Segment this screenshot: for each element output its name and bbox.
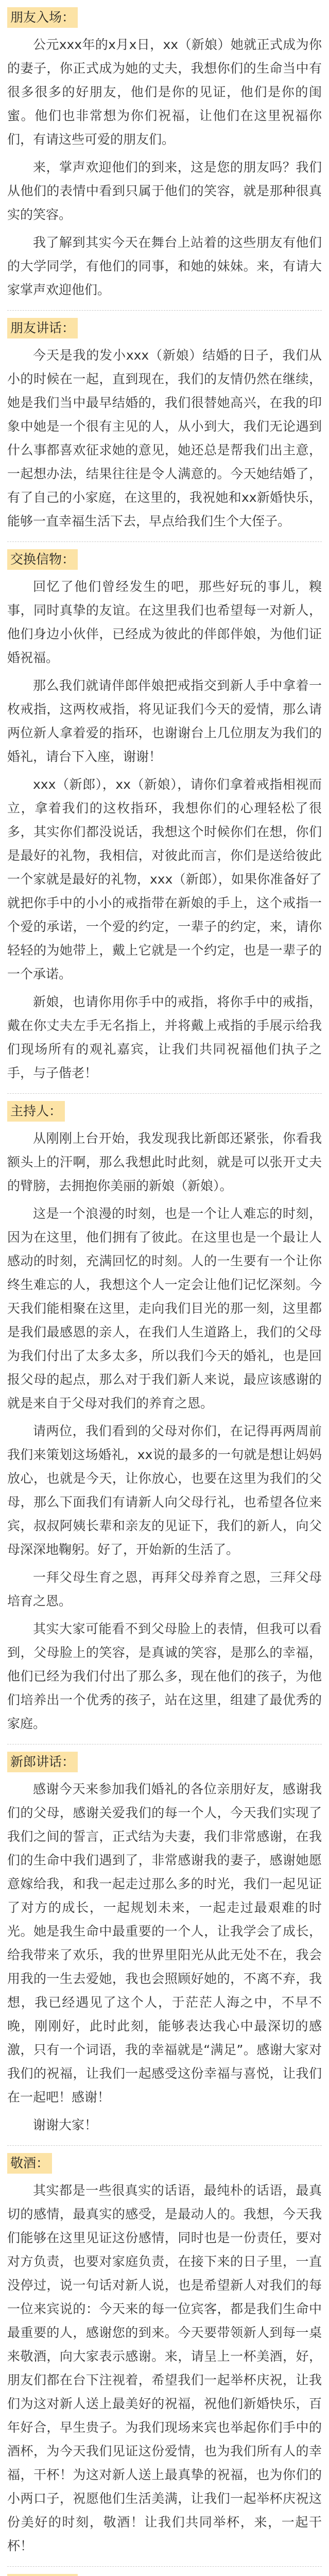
paragraph: 其实都是一些很真实的话语，最纯朴的话语，最真切的感情，最真实的感受，是最动人的。我想，今天我们能够在这里见证这份感情，同时也是一份责任，要对对方负责，也要对家庭负责，在接下来的日子里，一直没停过，说一句话对新人说，也是希望新人对我们的每一位来宾说的：今天来的每一位宾客，都是我们生命中最重要的人，感谢您的到来。今天要带领新人到每一桌来敬酒，向大家表示感谢。来，请呈上一杯美酒，好，朋友们都在台下注视着，希望我们一起举杯庆祝，让我们为这对新人送上最美好的祝福，祝他们新婚快乐，百年好合，早生贵子。为我们现场来宾也举起你们手中的酒杯，为今天我们见证这份爱情，也为我们所有人的幸福，干杯！为这对新人送上最真挚的祝福，也为你们的小两口子，祝愿他们生活美满，让我们一起举杯庆祝这份美好的时刻，敬酒！让我们共同举杯，来，一起干杯！	[7, 2183, 322, 2553]
paragraph: 从刚刚上台开始，我发现我比新郎还紧张，你看我额头上的汗啊，那么我想此时此刻，就是可以张开丈夫的臂膀，去拥抱你美丽的新娘（新娘）。	[7, 1131, 322, 1193]
paragraph: 回忆了他们曾经发生的吧，那些好玩的事儿，糗事，同时真挚的友谊。在这里我们也希望每一对新人，他们身边小伙伴，已经成为彼此的伴郎伴娘，为他们证婚祝福。	[7, 579, 322, 665]
section-heading: 交换信物：	[7, 549, 78, 570]
paragraph: 一拜父母生育之恩，再拜父母养育之恩，三拜父母培育之恩。	[7, 1570, 322, 1608]
paragraph: 其实大家可能看不到父母脸上的表情，但我可以看到，父母脸上的笑容，是真诚的笑容，是那么的幸福，他们已经为我们付出了那么多，现在他们的孩子，为他们培养出一个优秀的孩子，站在这里，组建了最优秀的家庭。	[7, 1621, 322, 1731]
paragraph: 请两位，我们看到的父母对你们，在记得再两周前我们来策划这场婚礼，xx说的最多的一句就是想让妈妈放心，也就是今天，让你放心，也要在这里为我们的父母，那么下面我们有请新人向父母行礼，也希望各位来宾，叔叔阿姨长辈和亲友的见证下，我们的新人，向父母深深地鞠躬。好了，开始新的生活了。	[7, 1423, 322, 1557]
paragraph: 那么我们就请伴郎伴娘把戒指交到新人手中拿着一枚戒指，这两枚戒指，将见证我们今天的爱情，那么请两位新人拿着爱的指环，也谢谢台上几位朋友为我们的婚礼，请台下入座，谢谢！	[7, 678, 322, 764]
section-heading: 朋友入场：	[7, 7, 78, 28]
section-friends-entrance	[7, 0, 322, 302]
paragraph: xxx（新郎），xx（新娘），请你们拿着戒指相视而立，拿着我们的这枚指环，我想你们的心理轻松了很多，其实你们都没说话，我想这个时候你们在想，你们是最好的礼物，我相信，对彼此而言，你们是送给彼此一个家就是最好的礼物，xxx（新郎），如果你准备好了就把你手中的小小的戒指带在新娘的手上，这个戒指一个爱的承诺，一个爱的约定，一辈子的约定，来，请你轻轻的为她带上，戴上它就是一个约定，也是一辈子的一个承诺。	[7, 777, 322, 981]
paragraph: 我了解到其实今天在舞台上站着的这些朋友有他们的大学同学，有他们的同事，和她的妹妹。来，有请大家掌声欢迎他们。	[7, 235, 322, 297]
section-heading: 敬酒：	[7, 2153, 52, 2174]
section-toast	[7, 2146, 322, 2558]
paragraph: 谢谢大家！	[33, 2117, 98, 2132]
section-host	[7, 1094, 322, 1736]
paragraph: 感谢今天来参加我们婚礼的各位亲朋好友，感谢我们的父母，感谢关爱我们的每一个人，今天我们实现了我们之间的誓言，正式结为夫妻，我们非常感谢，在我们的生命中我们遇到了，非常感谢我的妻子，感谢她愿意嫁给我，和我一起走过那么多的时光，我们一起见证了对方的成长，一起规划未来，一起走过最艰难的时光。她是我生命中最重要的一个人，让我学会了成长，给我带来了欢乐，我的世界里阳光从此无处不在，我会用我的一生去爱她，我也会照顾好她的，不离不弃，我想，我已经遇见了这个人，于茫茫人海之中，不早不晚，刚刚好，此时此刻，能够表达我心中最深切的感激，只有一个词语，我的幸福就是“满足”。感谢大家对我们的祝福，让我们一起感受这份幸福与喜悦，让我们在一起吧！感谢！	[7, 1782, 322, 2105]
section-couple-exit	[7, 2567, 322, 2576]
paragraph: 新娘，也请你用你手中的戒指，将你手中的戒指，戴在你丈夫左手无名指上，并将戴上戒指的手展示给我们现场所有的观礼嘉宾，让我们共同祝福他们执子之手，与子偕老！	[7, 994, 322, 1080]
paragraph: 公元xxx年的x月x日，xx（新娘）她就正式成为你的妻子，你正式成为她的丈夫，我想你们的生命当中有很多很多的好朋友，他们是你的见证，他们是你的闺蜜。他们也非常想为你们祝福，让他们在这里祝福你们，有请这些可爱的朋友们。	[7, 37, 322, 147]
section-groom-speech	[7, 1744, 322, 2137]
paragraph: 今天是我的发小xxx（新娘）结婚的日子，我们从小的时候在一起，直到现在，我们的友情仍然在继续，她是我们当中最早结婚的，我们很替她高兴，在我的印象中她是一个很有主见的人，从小到大，我们无论遇到什么事都喜欢征求她的意见，她还总是帮我们出主意，一起想办法，结果往往是令人满意的。今天她结婚了，有了自己的小家庭，在这里的，我祝她和xx新婚快乐，能够一直幸福生活下去，早点给我们生个大侄子。	[7, 348, 322, 529]
section-heading: 朋友讲话：	[7, 318, 78, 338]
paragraph: 这是一个浪漫的时刻，也是一个让人难忘的时刻，因为在这里，他们拥有了彼此。在这里也是一个最让人感动的时刻，充满回忆的时刻。人的一生要有一个让你终生难忘的人，我想这个人一定会让他们记忆深刻。今天我们能相聚在这里，走向我们目光的那一刻，这里都是我们最感恩的亲人，在我们人生道路上，我们的父母为我们付出了太多太多，所以我们今天的婚礼，也是回报父母的起点，那么对于我们新人来说，最应该感谢的就是来自于父母对我们的养育之恩。	[7, 1206, 322, 1411]
section-heading: 主持人：	[7, 1101, 65, 1122]
section-heading: 新郎讲话：	[7, 1752, 78, 1772]
section-heading	[7, 2574, 78, 2576]
section-friend-speech	[7, 311, 322, 533]
section-ring-exchange	[7, 542, 322, 1085]
paragraph: 来，掌声欢迎他们的到来，这是您的朋友吗？我们从他们的表情中看到只属于他们的笑容，就是那种很真实的笑容。	[7, 160, 322, 222]
